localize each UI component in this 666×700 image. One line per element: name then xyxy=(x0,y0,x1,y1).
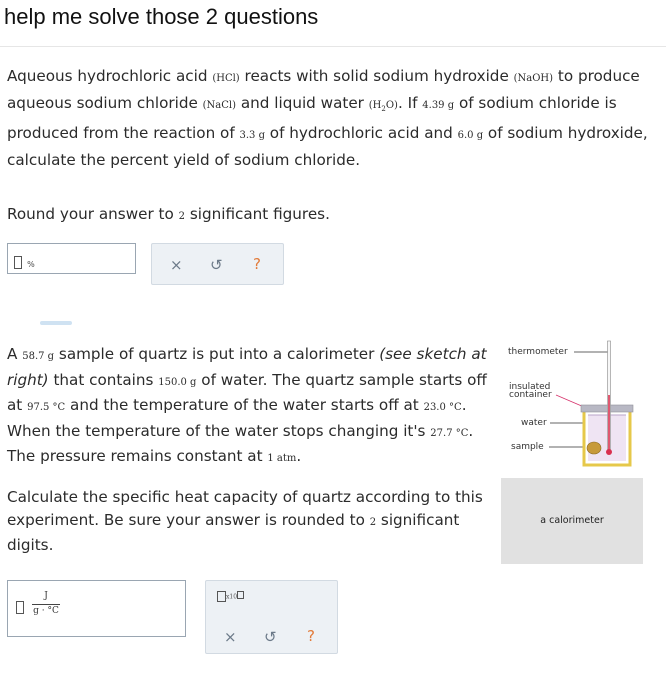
header-divider xyxy=(0,46,666,47)
help-button[interactable]: ? xyxy=(253,255,261,273)
thermometer-label: thermometer xyxy=(508,347,568,357)
input-cursor-box xyxy=(14,256,22,269)
post-title: help me solve those 2 questions xyxy=(4,4,319,29)
insulated-label: insulated xyxy=(509,382,551,392)
percent-unit: % xyxy=(27,260,35,269)
rounding-instruction: Round your answer to 2 significant figures. xyxy=(7,205,330,223)
clear-button[interactable]: × xyxy=(224,628,237,646)
water-label: water xyxy=(521,418,547,428)
scientific-notation-button[interactable]: x10 xyxy=(217,591,244,602)
container-label: container xyxy=(509,390,552,400)
unit-fraction xyxy=(32,591,60,616)
undo-button[interactable]: ↺ xyxy=(264,628,277,646)
answer-tools-2 xyxy=(205,580,338,654)
unit-numerator: J xyxy=(44,591,48,601)
percent-yield-answer-input[interactable] xyxy=(7,243,136,274)
answer-tools-1 xyxy=(151,243,284,285)
undo-button[interactable]: ↺ xyxy=(210,256,223,274)
section-separator xyxy=(40,321,72,325)
figure-caption: a calorimeter xyxy=(540,515,604,526)
help-button[interactable]: ? xyxy=(307,627,315,645)
question-2-text: A 58.7 g sample of quartz is put into a calorimeter (see sketch at right) that contains 150.0 g of water. The quartz sample starts off at 97.5 °C and the temperature of the water starts off at 23.0 °C. When the temperature of the water stops changing it's 27.7 °C. The pressure remains constant at 1 atm. xyxy=(7,345,487,465)
calorimeter-drawing xyxy=(500,335,660,475)
figure-caption-panel xyxy=(501,478,643,564)
question-2-instruction: Calculate the specific heat capacity of quartz according to this experiment. Be sure your answer is rounded to 2 significant digits. xyxy=(7,488,483,554)
unit-denominator: g · °C xyxy=(33,606,59,616)
specific-heat-answer-input[interactable] xyxy=(7,580,186,637)
calorimeter-figure xyxy=(500,335,660,475)
clear-button[interactable]: × xyxy=(170,256,183,274)
question-1-text: Aqueous hydrochloric acid (HCl) reacts with solid sodium hydroxide (NaOH) to produce aqueous sodium chloride (NaCl) and liquid water $(H_2O)$. If 4.39 g of sodium chloride is produced from the reaction of 3.3 g of hydrochloric acid and 6.0 g of sodium hydroxide, calculate the percent yield of sodium chloride. xyxy=(7,67,648,169)
input-cursor-box xyxy=(16,601,24,614)
sample-label: sample xyxy=(511,442,544,452)
